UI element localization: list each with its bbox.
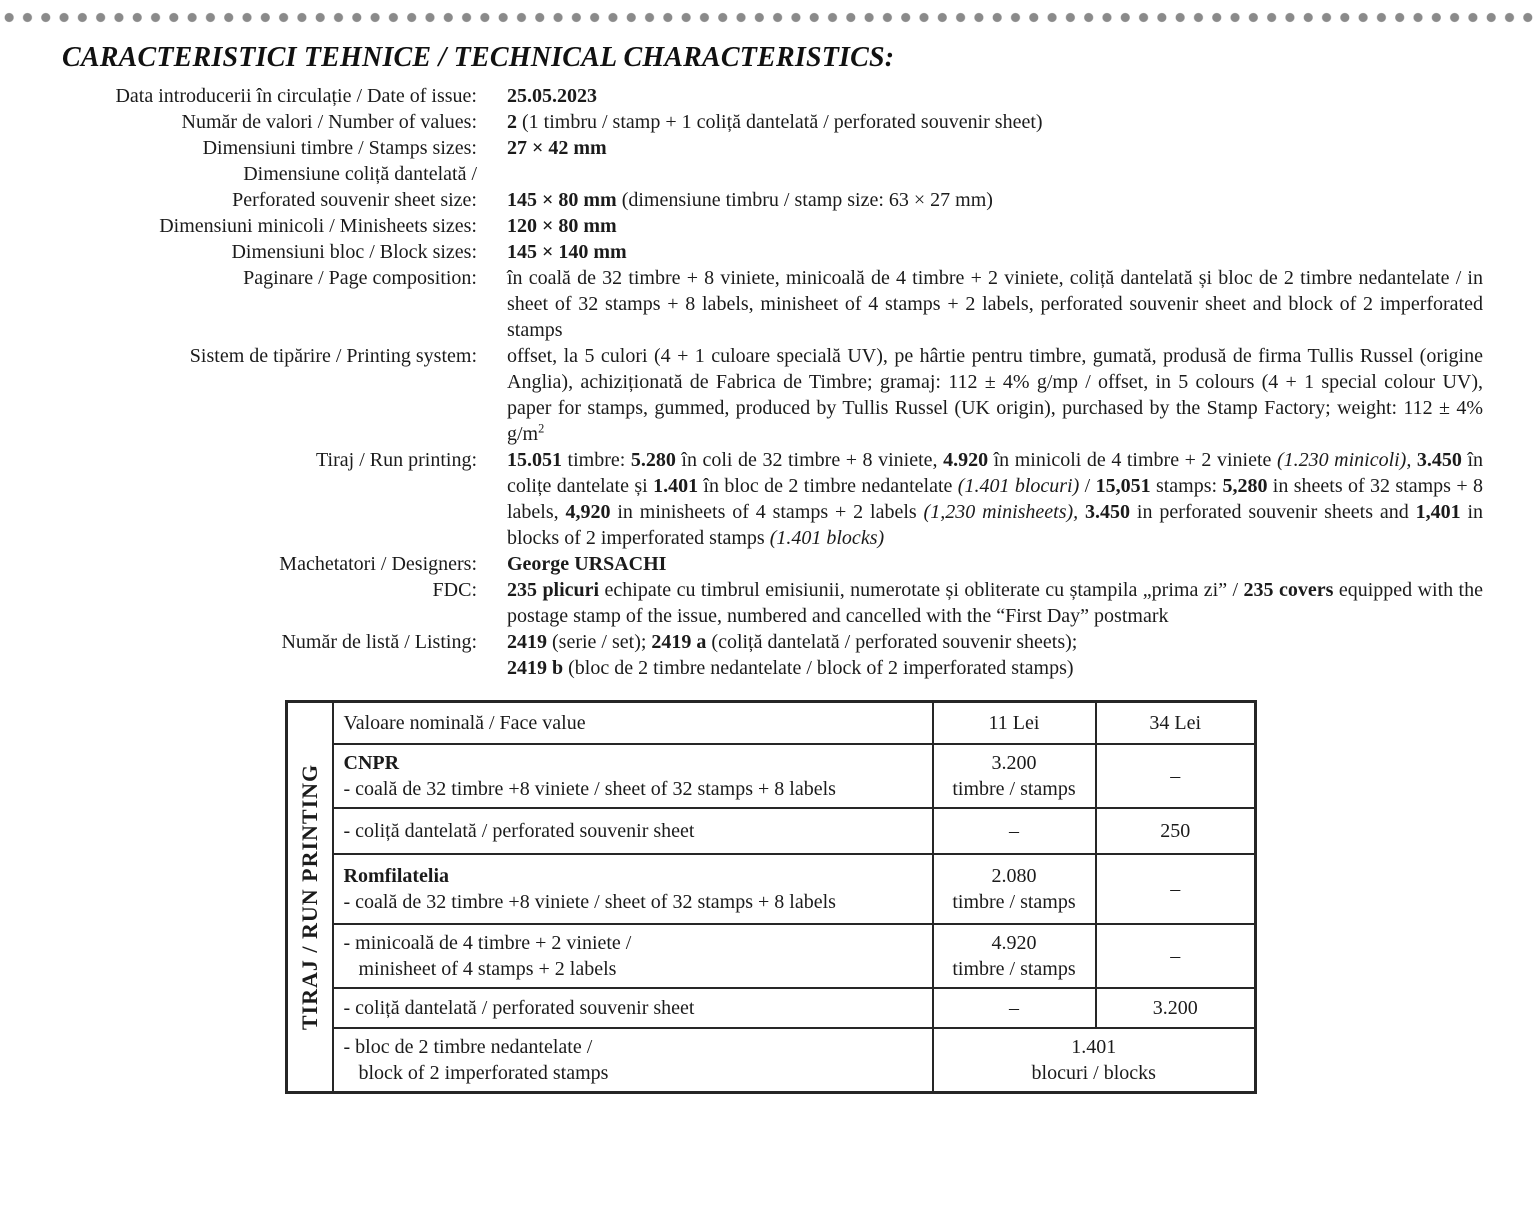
characteristic-row [66, 83, 1536, 109]
table-cell-description: CNPR - coală de 32 timbre +8 viniete / sheet of 32 stamps + 8 labels [333, 744, 933, 808]
characteristic-value: în coală de 32 timbre + 8 viniete, minicoală de 4 timbre + 2 viniete, coliță dantelată și bloc de 2 timbre nedantelate / in sheet of 32 stamps + 8 labels, minisheet of 4 stamps + 2 labels, perforated souvenir sheet and block of 2 imperforated stamps [507, 267, 1483, 341]
characteristic-value: 235 plicuri echipate cu timbrul emisiunii, numerotate și obliterate cu ștampila „prima zi” / 235 covers equipped with the postage stamp of the issue, numbered and cancelled with the “First Day” postmark [507, 579, 1483, 627]
characteristic-label: FDC: [432, 579, 477, 601]
page-title: CARACTERISTICI TEHNICE / TECHNICAL CHARACTERISTICS: [62, 42, 895, 73]
table-header-row [287, 702, 1256, 744]
characteristic-value [507, 161, 1483, 187]
characteristic-label: Număr de valori / Number of values: [181, 111, 477, 133]
characteristic-value: George URSACHI [507, 553, 667, 575]
table-cell-34-lei: 250 [1096, 808, 1256, 854]
characteristic-row [66, 239, 1536, 265]
characteristic-label: Dimensiuni bloc / Block sizes: [231, 241, 477, 263]
table-row [287, 1028, 1256, 1093]
characteristic-value: 145 × 140 mm [507, 241, 627, 263]
characteristic-label: Tiraj / Run printing: [316, 449, 477, 471]
dotted-border [0, 12, 1536, 23]
table-cell-34-lei: – [1096, 744, 1256, 808]
characteristic-row [66, 551, 1536, 577]
characteristic-value: 2 (1 timbru / stamp + 1 coliță dantelată / perforated souvenir sheet) [507, 111, 1043, 133]
table-cell-11-lei: – [933, 808, 1096, 854]
characteristic-value: 27 × 42 mm [507, 137, 607, 159]
table-cell-34-lei: – [1096, 854, 1256, 924]
table-cell-merged-value: 1.401 blocuri / blocks [933, 1028, 1256, 1093]
table-side-cell [287, 702, 333, 1093]
characteristic-row [66, 161, 1536, 187]
table-header-11-lei: 11 Lei [933, 702, 1096, 744]
characteristic-label: Machetatori / Designers: [279, 553, 477, 575]
characteristic-label: Dimensiune coliță dantelată / [243, 163, 477, 185]
table-row [287, 808, 1256, 854]
table-cell-11-lei: – [933, 988, 1096, 1028]
table-cell-11-lei: 4.920 timbre / stamps [933, 924, 1096, 988]
characteristic-row [66, 265, 1536, 343]
characteristic-value: 2419 (serie / set); 2419 a (coliță dantelată / perforated souvenir sheets); 2419 b (bloc de 2 timbre nedantelate / block of 2 imperforated stamps) [507, 631, 1078, 679]
table-cell-11-lei: 2.080 timbre / stamps [933, 854, 1096, 924]
characteristic-row [66, 629, 1536, 681]
characteristic-label: Data introducerii în circulație / Date of issue: [115, 85, 477, 107]
characteristic-row [66, 447, 1536, 551]
characteristic-value: 145 × 80 mm (dimensiune timbru / stamp size: 63 × 27 mm) [507, 189, 993, 211]
table-header-34-lei: 34 Lei [1096, 702, 1256, 744]
characteristic-value: offset, la 5 culori (4 + 1 culoare specială UV), pe hârtie pentru timbre, gumată, produsă de firma Tullis Russel (origine Anglia), achiziționată de Fabrica de Timbre; gramaj: 112 ± 4% g/mp / offset, in 5 colours (4 + 1 special colour UV), paper for stamps, gummed, produced by Tullis Russel (UK origin), purchased by the Stamp Factory; weight: 112 ± 4% $g/m^2$ [507, 345, 1483, 445]
characteristic-row [66, 343, 1536, 447]
characteristic-row [66, 577, 1536, 629]
characteristic-row [66, 109, 1536, 135]
table-row [287, 924, 1256, 988]
characteristic-label: Sistem de tipărire / Printing system: [189, 345, 477, 367]
characteristic-value: 25.05.2023 [507, 85, 597, 107]
table-cell-description: - minicoală de 4 timbre + 2 viniete / minisheet of 4 stamps + 2 labels [333, 924, 933, 988]
table-cell-description: Romfilatelia - coală de 32 timbre +8 viniete / sheet of 32 stamps + 8 labels [333, 854, 933, 924]
table-cell-11-lei: 3.200 timbre / stamps [933, 744, 1096, 808]
table-row [287, 988, 1256, 1028]
table-row [287, 854, 1256, 924]
characteristic-label: Număr de listă / Listing: [281, 631, 477, 653]
table-cell-34-lei: 3.200 [1096, 988, 1256, 1028]
run-printing-table [285, 700, 1257, 1094]
table-header-face-value: Valoare nominală / Face value [333, 702, 933, 744]
table-row [287, 744, 1256, 808]
characteristic-label: Paginare / Page composition: [243, 267, 477, 289]
characteristic-label: Dimensiuni timbre / Stamps sizes: [202, 137, 477, 159]
characteristic-label: Dimensiuni minicoli / Minisheets sizes: [159, 215, 477, 237]
characteristic-value: 120 × 80 mm [507, 215, 617, 237]
table-cell-description: - bloc de 2 timbre nedantelate / block of 2 imperforated stamps [333, 1028, 933, 1093]
table-cell-34-lei: – [1096, 924, 1256, 988]
characteristic-row [66, 187, 1536, 213]
characteristic-row [66, 135, 1536, 161]
table-cell-description: - coliță dantelată / perforated souvenir sheet [333, 808, 933, 854]
characteristic-value: 15.051 timbre: 5.280 în coli de 32 timbre + 8 viniete, 4.920 în minicoli de 4 timbre + 2 viniete (1.230 minicoli), 3.450 în colițe dantelate și 1.401 în bloc de 2 timbre nedantelate (1.401 blocuri) / 15,051 stamps: 5,280 in sheets of 32 stamps + 8 labels, 4,920 in minisheets of 4 stamps + 2 labels (1,230 minisheets), 3.450 in perforated souvenir sheets and 1,401 in blocks of 2 imperforated stamps (1.401 blocks) [507, 449, 1484, 549]
characteristics-list [66, 83, 1536, 681]
table-cell-description: - coliță dantelată / perforated souvenir sheet [333, 988, 933, 1028]
characteristic-row [66, 213, 1536, 239]
table-side-label: TIRAJ / RUN PRINTING [296, 763, 322, 1030]
characteristic-label: Perforated souvenir sheet size: [232, 189, 477, 211]
